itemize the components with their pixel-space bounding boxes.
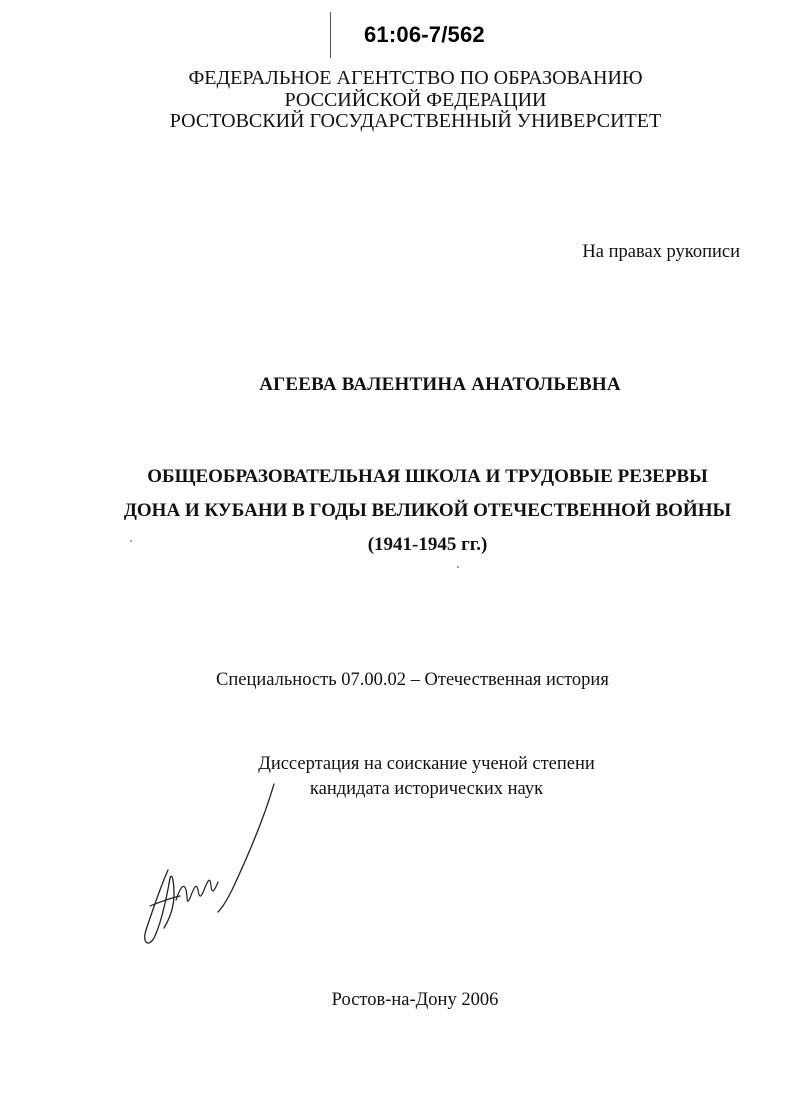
scan-speck <box>457 566 459 568</box>
degree-statement <box>0 752 793 802</box>
signature-icon <box>136 778 286 953</box>
manuscript-note: На правах рукописи <box>582 242 740 262</box>
degree-line-2: кандидата исторических наук <box>309 779 544 799</box>
title-line-3: (1941-1945 гг.) <box>367 534 488 555</box>
organization-line-2: РОССИЙСКОЙ ФЕДЕРАЦИИ <box>284 88 547 111</box>
catalog-number: 61:06-7/562 <box>364 22 485 47</box>
organization-header <box>0 68 793 133</box>
dissertation-title <box>0 460 793 562</box>
scan-margin-mark <box>330 12 331 58</box>
organization-line-3: РОСТОВСКИЙ ГОСУДАРСТВЕННЫЙ УНИВЕРСИТЕТ <box>169 110 662 132</box>
author-name: АГЕЕВА ВАЛЕНТИНА АНАТОЛЬЕВНА <box>259 374 621 395</box>
degree-line-1: Диссертация на соискание ученой степени <box>258 754 595 774</box>
title-line-2: ДОНА И КУБАНИ В ГОДЫ ВЕЛИКОЙ ОТЕЧЕСТВЕННОЙ ВОЙНЫ <box>123 500 732 521</box>
scan-speck <box>130 540 132 542</box>
organization-line-1: ФЕДЕРАЛЬНОЕ АГЕНТСТВО ПО ОБРАЗОВАНИЮ <box>188 67 643 89</box>
title-line-1: ОБЩЕОБРАЗОВАТЕЛЬНАЯ ШКОЛА И ТРУДОВЫЕ РЕЗЕРВЫ <box>147 466 708 487</box>
specialty-line: Специальность 07.00.02 – Отечественная история <box>216 670 609 690</box>
city-and-year: Ростов-на-Дону 2006 <box>331 990 499 1010</box>
